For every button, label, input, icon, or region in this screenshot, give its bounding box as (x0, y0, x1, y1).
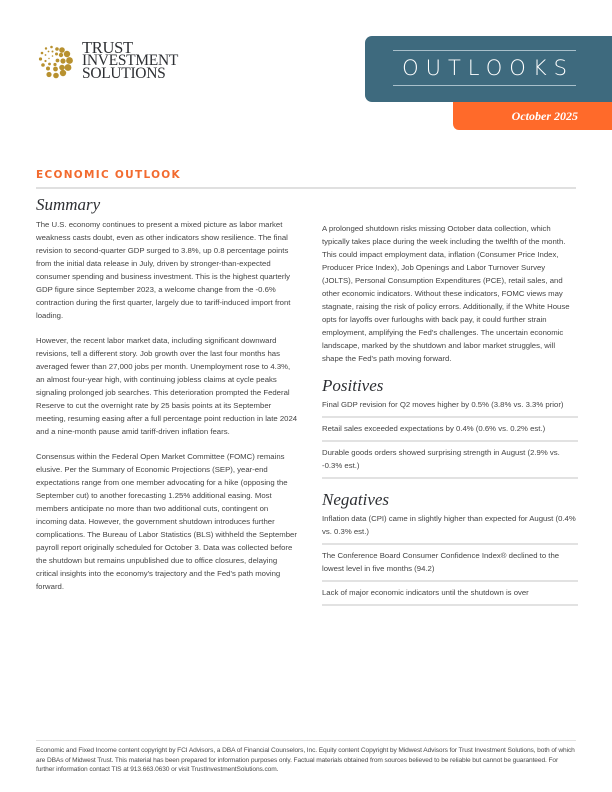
banner-title-frame (393, 50, 576, 86)
positive-item: Retail sales exceeded expectations by 0.4% (0.6% vs. 0.2% est.) (322, 418, 578, 442)
footer-disclaimer: Economic and Fixed Income content copyright by FCI Advisors, a DBA of Financial Counselors, Inc. Equity content Copyright by Midwest Advisors for Trust Investment Solutions, both of which are DBAs of Midwest Trust. This material has been prepared for information purposes only. Factual materials obtained from sources believed to be reliable but cannot be guaranteed. For further information contact TIS at 913.663.0630 or visit TrustInvestmentSolutions.com. (36, 747, 575, 773)
logo-line-trust: TRUST (82, 37, 133, 57)
logo-line-solutions: SOLUTIONS (82, 64, 166, 82)
summary-paragraph: However, the recent labor market data, including significant downward revisions, tell a different story. Job growth over the last four months has averaged fewer than 27,000 jobs per month. Unemployment rose to 4.3%, an almost four-year high, with continuing jobless claims at cycle peaks signaling prolonged job searches. This deterioration prompted the Federal Reserve to cut the overnight rate by 25 basis points at its September meeting, resuming easing after a full percentage point reduction in late 2024 and a nine-month pause amid tariff-driven inflation fears. (36, 336, 298, 436)
footer-divider (36, 740, 576, 741)
date-tab (453, 102, 612, 130)
logo-line-investment: INVESTMENT (82, 51, 179, 69)
negatives-list (322, 512, 578, 606)
summary-paragraph: A prolonged shutdown risks missing October data collection, which typically takes place during the week including the twelfth of the month. This could impact employment data, inflation (Consumer Price Index, Producer Price Index), Job Openings and Labor Turnover Survey (JOLTS), Personal Consumption Expenditures (PCE), retail sales, and other economic indicators. Without these indicators, FOMC views may stagnate, raising the risk of policy errors. Additionally, if the White House opts for layoffs over furloughs with back pay, it could further strain employment, amplifying the Fed's challenges. The uncertain economic landscape, marked by the shutdown and labor market struggles, will shape the Fed's path moving forward. (322, 224, 570, 363)
gold-dotted-globe-icon (34, 40, 74, 80)
positive-item: Final GDP revision for Q2 moves higher by 0.5% (3.8% vs. 3.3% prior) (322, 398, 578, 418)
left-column (36, 195, 298, 605)
positives-list (322, 398, 578, 479)
company-logo (34, 37, 179, 82)
summary-heading: Summary (36, 195, 101, 214)
section-label: ECONOMIC OUTLOOK (36, 169, 181, 181)
section-divider (36, 187, 576, 189)
negatives-heading: Negatives (322, 490, 390, 509)
publication-date: October 2025 (511, 109, 578, 123)
right-column (322, 222, 578, 606)
negative-item: Lack of major economic indicators until the shutdown is over (322, 582, 578, 606)
outlooks-banner (365, 36, 612, 102)
summary-paragraph: Consensus within the Federal Open Market Committee (FOMC) remains elusive. Per the Summary of Economic Projections (SEP), year-end expectations range from one member advocating for a hike (opposing the September cut) to another forecasting 1.25% additional easing. Most members anticipate no more than two additional cuts, contingent on incoming data. However, the government shutdown introduces further complications. The Bureau of Labor Statistics (BLS) withheld the September payroll report originally scheduled for October 3. Data was collected before the shutdown but remains unpublished due to office closures, delaying critical insights into the economy's trajectory and the Fed's path moving forward. (36, 452, 297, 591)
positives-heading: Positives (322, 376, 384, 395)
banner-title: OUTLOOKS (402, 56, 574, 80)
negative-item: The Conference Board Consumer Confidence Index® declined to the lowest level in five months (94.2) (322, 545, 578, 582)
summary-paragraph: The U.S. economy continues to present a mixed picture as labor market weakness casts doubt, even as other indicators show resilience. The final revision to second-quarter GDP surged to 3.8%, up 0.8 percentage points from the initial data release in July, driven by stronger-than-expected consumer spending and business investment. This is the highest quarterly GDP figure since September 2023, a welcome change from the -0.6% contraction during the first quarter, largely due to tariff-induced import front loading. (36, 220, 291, 320)
positive-item: Durable goods orders showed surprising strength in August (2.9% vs. -0.3% est.) (322, 442, 578, 479)
negative-item: Inflation data (CPI) came in slightly higher than expected for August (0.4% vs. 0.3% est.) (322, 512, 578, 545)
logo-wordmark (82, 37, 179, 82)
